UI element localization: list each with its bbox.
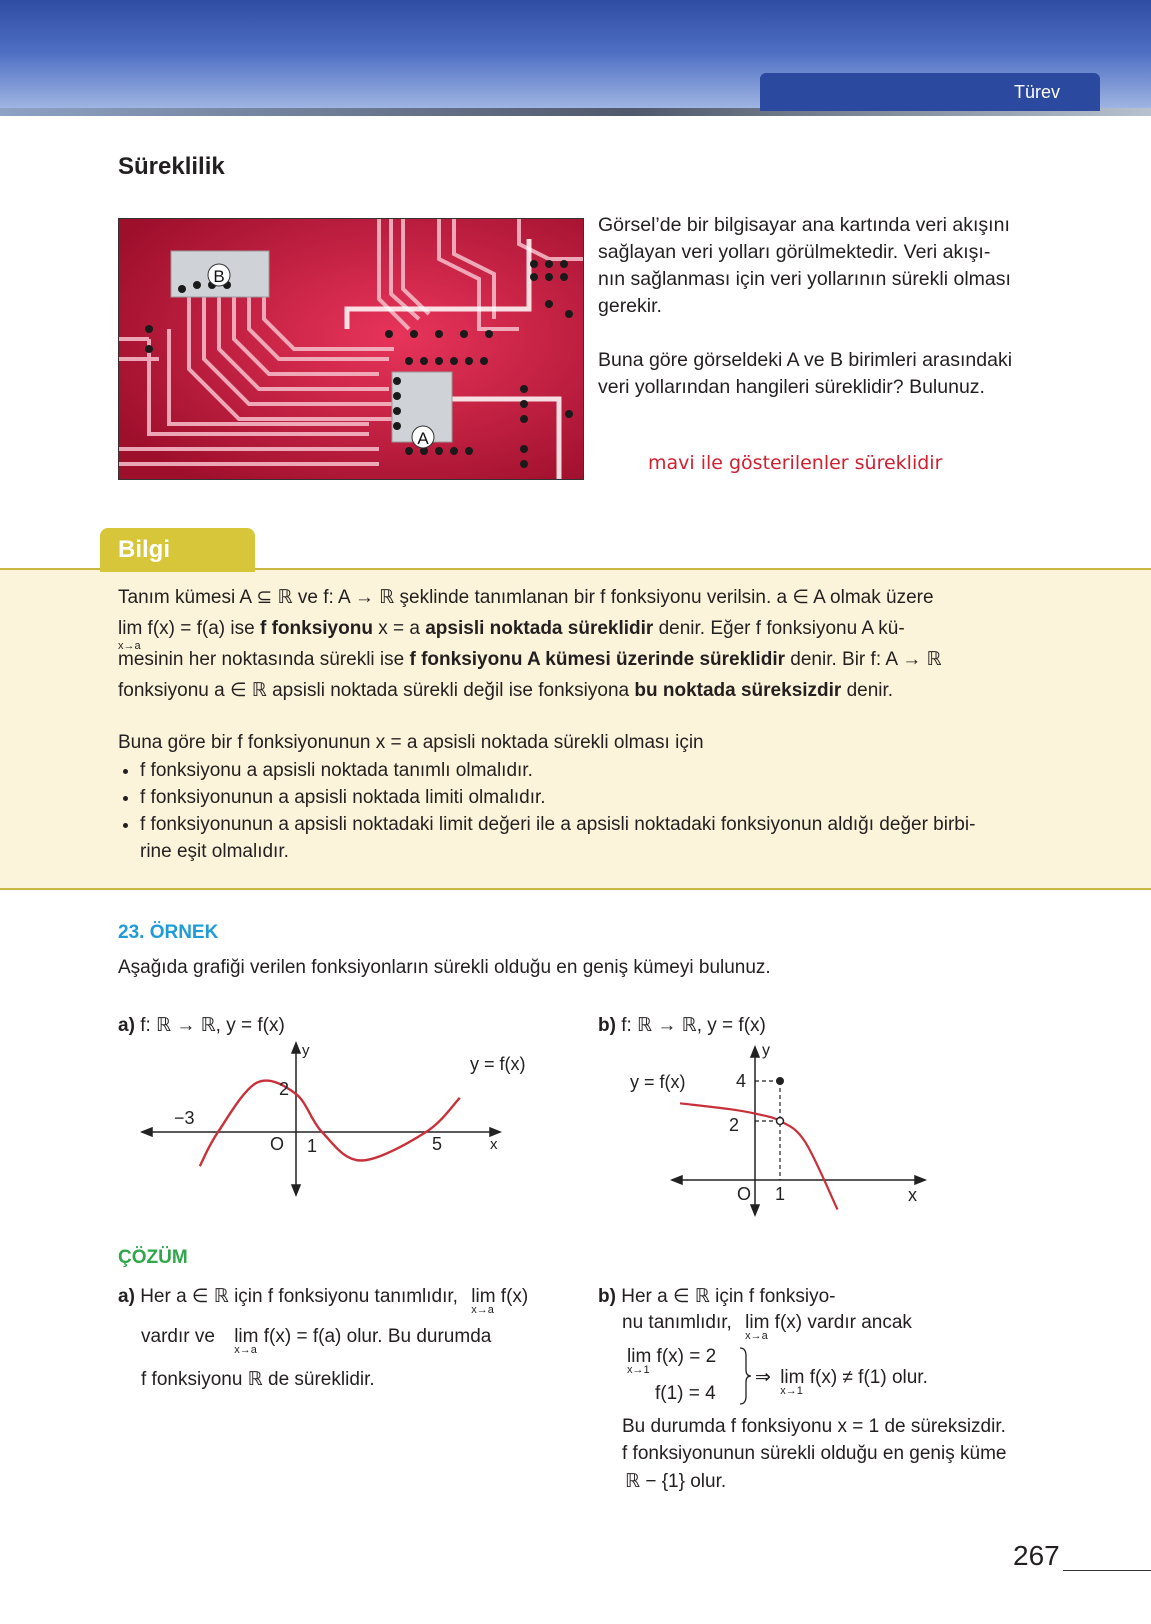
limit-expression (745, 1312, 803, 1342)
tick-label: 2 (729, 1115, 740, 1135)
page-number-rule (1063, 1570, 1151, 1571)
solution-a-line-2 (141, 1326, 492, 1356)
limit-text: lim f(x) (745, 1312, 803, 1333)
circuit-board-photo (118, 218, 584, 480)
bold-text: f fonksiyonu (260, 618, 373, 639)
x-axis-arrow-left (142, 1128, 152, 1136)
info-line-3 (118, 644, 1078, 675)
y-axis-label: y (302, 1042, 310, 1059)
tick-label: 1 (307, 1136, 318, 1156)
limit-text: lim f(x) ≠ f(1) (780, 1367, 887, 1388)
y-axis-arrow (751, 1047, 759, 1057)
label-b: B (213, 267, 225, 286)
example-title: 23. ÖRNEK (118, 922, 219, 943)
list-item: • f fonksiyonunun a apsisli noktadaki limit değeri ile a apsisli noktadaki fonksiyonun aldığı değer birbi- (140, 811, 1078, 838)
y-axis-label: y (762, 1042, 770, 1059)
curve-label: y = f(x) (470, 1054, 526, 1074)
info-box-label: Bilgi (100, 528, 255, 572)
text: vardır ve (141, 1326, 215, 1347)
limit-sub: x→1 (627, 1364, 650, 1376)
solution-b-line-6: f fonksiyonunun sürekli olduğu en geniş küme (622, 1443, 1007, 1464)
part-label: a) (118, 1286, 135, 1307)
conditions-intro: Buna göre bir f fonksiyonunun x = a apsisli noktada sürekli olması için (118, 732, 704, 753)
text: Her a ∈ ℝ için f fonksiyonu tanımlıdır, (140, 1286, 458, 1307)
solution-b-system-1 (627, 1346, 717, 1376)
limit-sub: x→a (745, 1330, 768, 1342)
limit-text: lim f(x) = f(a) (234, 1326, 342, 1347)
tick-label: 4 (736, 1071, 747, 1091)
example-question: Aşağıda grafiği verilen fonksiyonların sürekli olduğu en geniş kümeyi bulunuz. (118, 957, 771, 978)
text: Her a ∈ ℝ için f fonksiyo- (621, 1286, 836, 1307)
tick-label: −3 (174, 1108, 195, 1128)
function-def: f: ℝ → ℝ, y = f(x) (621, 1015, 766, 1036)
intro-line: Buna göre görseldeki A ve B birimleri arasındaki (598, 349, 1013, 371)
tick-label: 2 (279, 1079, 290, 1099)
solution-b-line-5: Bu durumda f fonksiyonu x = 1 de süreksizdir. (622, 1416, 1006, 1437)
x-axis-arrow (490, 1128, 500, 1136)
limit-expression (471, 1286, 529, 1316)
label-a: A (417, 429, 429, 448)
limit-sub: x→1 (780, 1385, 803, 1397)
solution-b-result (755, 1366, 928, 1397)
tick-label: 1 (775, 1184, 786, 1204)
limit-text: lim f(x) = f(a) (118, 618, 226, 639)
text: denir. Bir f: A → ℝ (785, 649, 942, 670)
list-item-cont: rine eşit olmalıdır. (140, 841, 289, 862)
info-line-1: Tanım kümesi A ⊆ ℝ ve f: A → ℝ şeklinde tanımlanan bir f fonksiyonu verilsin. a ∈ A olmak üzere (118, 587, 934, 608)
solution-b-line-1 (598, 1285, 836, 1308)
example-b-heading (598, 1014, 766, 1037)
intro-line: Görsel’de bir bilgisayar ana kartında veri akışını (598, 214, 1010, 236)
limit-sub: x→a (471, 1304, 494, 1316)
curve-b (680, 1103, 838, 1209)
handwritten-answer: mavi ile gösterilenler süreklidir (648, 452, 943, 474)
y-axis-arrow-down (292, 1185, 300, 1195)
curve-a (200, 1081, 460, 1167)
list-item: • f fonksiyonunun a apsisli noktada limiti olmalıdır. (140, 784, 1078, 811)
bold-text: apsisli noktada süreklidir (425, 618, 654, 639)
part-label: b) (598, 1015, 616, 1036)
bold-text: f fonksiyonu A kümesi üzerinde süreklidir (409, 649, 785, 670)
info-line-2 (118, 613, 1078, 652)
intro-line: veri yollarından hangileri süreklidir? Bulunuz. (598, 376, 985, 398)
curve-label: y = f(x) (630, 1072, 686, 1092)
solution-a-line-1 (118, 1285, 529, 1316)
filled-point (776, 1077, 784, 1085)
x-axis-arrow-left (672, 1176, 682, 1184)
text: mesinin her noktasında sürekli ise (118, 649, 410, 670)
solution-b-line-7: ℝ − {1} olur. (625, 1471, 727, 1492)
bold-text: bu noktada süreksizdir (634, 680, 842, 701)
text: olur. Bu durumda (346, 1326, 492, 1347)
example-a-heading (118, 1014, 285, 1037)
limit-expression (118, 613, 226, 652)
limit-expression (780, 1367, 887, 1397)
intro-line: sağlayan veri yolları görülmektedir. Veri akışı- (598, 241, 991, 263)
y-axis-arrow (292, 1043, 300, 1053)
text: olur. (891, 1367, 928, 1388)
x-axis-arrow (915, 1176, 925, 1184)
open-point (777, 1118, 784, 1125)
chapter-tab: Türev (760, 73, 1100, 111)
solution-title: ÇÖZÜM (118, 1247, 188, 1268)
solution-a-line-3: f fonksiyonu ℝ de süreklidir. (141, 1369, 375, 1390)
limit-sub: x→a (118, 640, 141, 652)
intro-line: gerekir. (598, 295, 662, 317)
x-axis-label: x (490, 1136, 498, 1153)
text: denir. Eğer f fonksiyonu A kü- (653, 618, 905, 639)
function-def: f: ℝ → ℝ, y = f(x) (140, 1015, 285, 1036)
text: ise (225, 618, 260, 639)
info-line-4 (118, 675, 1078, 706)
part-label: b) (598, 1286, 616, 1307)
implies-symbol: ⇒ (755, 1367, 771, 1388)
graph-b (620, 1035, 940, 1235)
limit-text: lim f(x) = 2 (627, 1346, 717, 1367)
tick-label: O (270, 1134, 285, 1154)
list-item: • f fonksiyonu a apsisli noktada tanımlı olmalıdır. (140, 757, 1078, 784)
tick-label: 5 (432, 1134, 443, 1154)
circuit-board-illustration (119, 219, 583, 479)
intro-paragraph-2 (598, 347, 1012, 401)
conditions-list (118, 757, 1078, 865)
solution-b-line-2 (622, 1312, 912, 1342)
page-number: 267 (1013, 1540, 1060, 1571)
limit-expression (234, 1326, 342, 1356)
text: denir. (841, 680, 894, 701)
graph-a (130, 1035, 526, 1205)
brace (738, 1346, 752, 1406)
text: x = a (372, 618, 426, 639)
intro-paragraph-1 (598, 212, 1011, 320)
limit-text: lim f(x) (471, 1286, 529, 1307)
intro-line: nın sağlanması için veri yollarının sürekli olması (598, 268, 1011, 290)
y-axis-arrow-down (751, 1205, 759, 1215)
part-label: a) (118, 1015, 135, 1036)
text: vardır ancak (807, 1312, 912, 1333)
x-axis-label: x (908, 1185, 917, 1205)
text: nu tanımlıdır, (622, 1312, 732, 1333)
tick-label: O (737, 1184, 752, 1204)
section-title: Süreklilik (118, 153, 225, 180)
limit-sub: x→a (234, 1344, 257, 1356)
solution-b-system-2: f(1) = 4 (655, 1383, 716, 1404)
text: fonksiyonu a ∈ ℝ apsisli noktada sürekli değil ise fonksiyona (118, 680, 635, 701)
limit-expression (627, 1346, 717, 1376)
